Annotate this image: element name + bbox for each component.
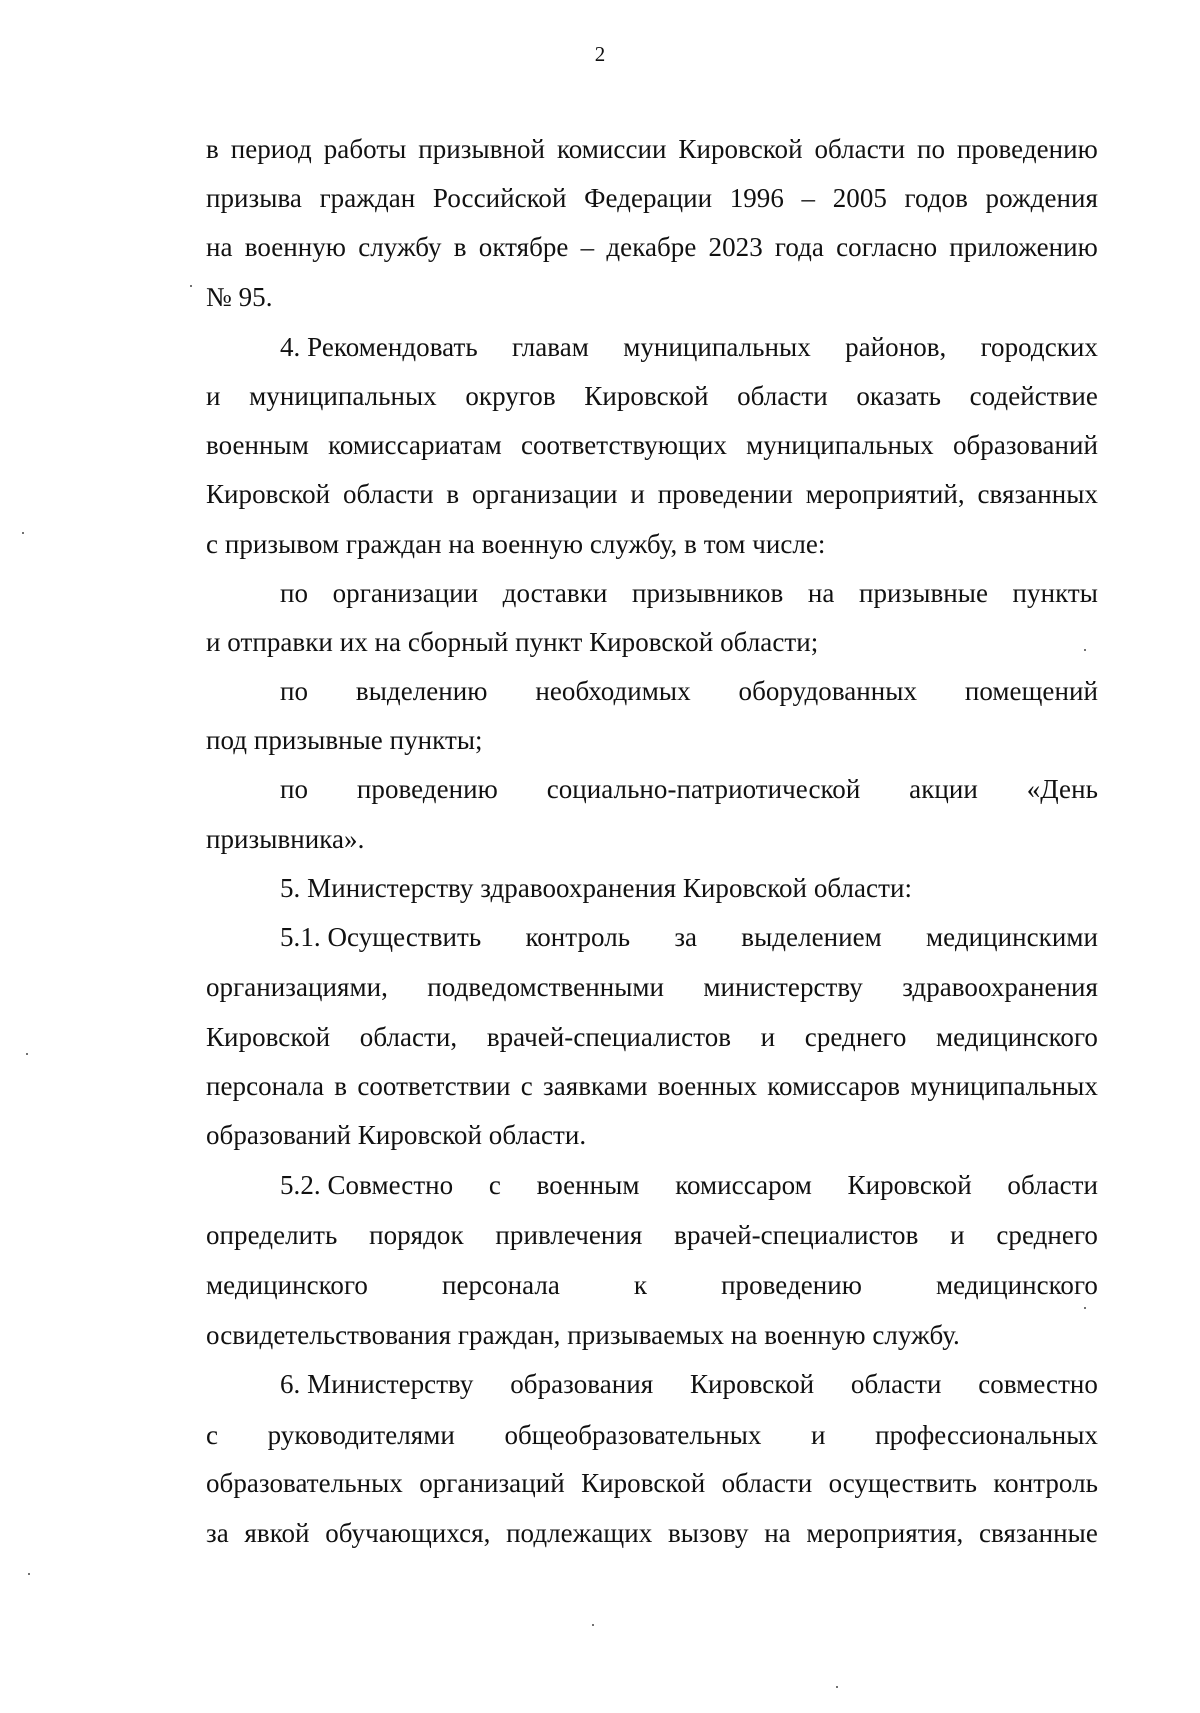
- word: и: [630, 479, 645, 509]
- word: совместно: [978, 1369, 1098, 1399]
- scan-speck: [26, 1053, 28, 1055]
- scan-speck: [190, 285, 192, 287]
- word: призывной: [418, 134, 546, 164]
- word: октябре: [478, 232, 569, 262]
- word: 5.2. Совместно: [280, 1170, 454, 1200]
- word: образований: [952, 430, 1098, 460]
- text-line: [206, 1466, 1098, 1500]
- word: в: [206, 134, 219, 164]
- word: социально-патриотической: [546, 774, 861, 804]
- word: 2005: [832, 183, 887, 213]
- word: проведении: [657, 479, 793, 509]
- word: по: [280, 676, 309, 706]
- word: рождения: [985, 183, 1098, 213]
- word: с: [206, 1420, 219, 1450]
- word: и: [760, 1022, 776, 1052]
- scan-speck: [22, 532, 24, 534]
- word: на: [206, 232, 233, 262]
- word: связанные: [978, 1518, 1098, 1548]
- word: организациями,: [206, 972, 388, 1002]
- word: военных: [657, 1071, 758, 1101]
- word: персонала: [206, 1071, 324, 1101]
- word: призывников: [631, 578, 784, 608]
- word: военным: [536, 1170, 640, 1200]
- word: врачей-специалистов: [674, 1220, 919, 1250]
- word: призыва: [206, 183, 302, 213]
- word: военным: [206, 430, 309, 460]
- word: образовательных: [206, 1468, 403, 1498]
- text-line: под призывные пункты;: [206, 725, 483, 755]
- word: Кировской: [584, 381, 709, 411]
- word: мероприятий,: [805, 479, 965, 509]
- text-line: [206, 379, 1098, 413]
- word: Федерации: [584, 183, 713, 213]
- word: период: [230, 134, 312, 164]
- word: приложению: [949, 232, 1098, 262]
- word: комиссаром: [675, 1170, 812, 1200]
- word: области: [737, 381, 828, 411]
- word: «День: [1026, 774, 1098, 804]
- word: области: [850, 1369, 942, 1399]
- word: подлежащих: [506, 1518, 653, 1548]
- word: выделению: [355, 676, 488, 706]
- word: необходимых: [535, 676, 691, 706]
- word: 5.1. Осуществить: [280, 922, 482, 952]
- word: пункты: [1012, 578, 1098, 608]
- word: области: [1007, 1170, 1098, 1200]
- text-line: [206, 181, 1098, 215]
- word: округов: [465, 381, 556, 411]
- word: медицинского: [935, 1022, 1098, 1052]
- text-line: [280, 772, 1098, 806]
- word: области: [343, 479, 434, 509]
- text-line: и отправки их на сборный пункт Кировской области;: [206, 627, 819, 657]
- word: и: [950, 1220, 965, 1250]
- word: муниципальных: [623, 332, 811, 362]
- word: службу: [358, 232, 442, 262]
- text-line: [206, 1268, 1098, 1302]
- word: медицинскими: [926, 922, 1098, 952]
- word: Российской: [432, 183, 567, 213]
- scan-speck: [592, 1624, 594, 1626]
- word: в: [446, 479, 460, 509]
- word: с: [488, 1170, 501, 1200]
- text-line: с призывом граждан на военную службу, в том числе:: [206, 529, 826, 559]
- scan-speck: [28, 1573, 30, 1575]
- word: муниципальных: [249, 381, 437, 411]
- word: образования: [510, 1369, 654, 1399]
- word: –: [801, 183, 816, 213]
- word: за: [206, 1518, 229, 1548]
- word: граждан: [319, 183, 416, 213]
- word: явкой: [244, 1518, 310, 1548]
- text-line: [280, 1367, 1098, 1401]
- word: Кировской: [689, 1369, 815, 1399]
- word: соответствии: [357, 1071, 511, 1101]
- text-line: [280, 920, 1098, 954]
- word: 6. Министерству: [280, 1369, 474, 1399]
- text-line: [206, 477, 1098, 511]
- word: доставки: [502, 578, 608, 608]
- word: декабре: [606, 232, 697, 262]
- word: оборудованных: [738, 676, 918, 706]
- word: области: [814, 134, 906, 164]
- word: соответствующих: [520, 430, 727, 460]
- word: Кировской: [206, 1022, 331, 1052]
- word: 1996: [729, 183, 784, 213]
- word: районов,: [845, 332, 947, 362]
- word: по: [280, 774, 309, 804]
- word: городских: [980, 332, 1098, 362]
- word: организации: [332, 578, 479, 608]
- text-line: [206, 428, 1098, 462]
- word: профессиональных: [875, 1420, 1098, 1450]
- word: в: [334, 1071, 348, 1101]
- word: здравоохранения: [902, 972, 1098, 1002]
- scan-speck: [1084, 1307, 1086, 1309]
- word: муниципальных: [746, 430, 934, 460]
- word: медицинского: [936, 1270, 1098, 1300]
- word: работы: [323, 134, 407, 164]
- word: комиссариатам: [328, 430, 502, 460]
- word: осуществить: [828, 1468, 977, 1498]
- word: на: [807, 578, 835, 608]
- word: проведению: [721, 1270, 863, 1300]
- word: врачей-специалистов: [486, 1022, 732, 1052]
- word: области,: [359, 1022, 458, 1052]
- word: акции: [909, 774, 978, 804]
- word: проведению: [356, 774, 498, 804]
- word: в: [453, 232, 467, 262]
- word: Кировской: [581, 1468, 706, 1498]
- word: привлечения: [495, 1220, 643, 1250]
- word: среднего: [804, 1022, 907, 1052]
- word: к: [633, 1270, 648, 1300]
- word: на: [764, 1518, 791, 1548]
- word: военную: [244, 232, 347, 262]
- word: вызову: [667, 1518, 749, 1548]
- text-line: [280, 576, 1098, 610]
- text-line: [280, 330, 1098, 364]
- word: года: [774, 232, 824, 262]
- word: области: [721, 1468, 813, 1498]
- word: определить: [206, 1220, 338, 1250]
- word: и: [811, 1420, 826, 1450]
- word: подведомственными: [427, 972, 665, 1002]
- word: и: [206, 381, 221, 411]
- word: с: [520, 1071, 533, 1101]
- word: комиссаров: [767, 1071, 901, 1101]
- scan-speck: [836, 1686, 838, 1688]
- word: главам: [512, 332, 589, 362]
- text-line: [206, 1516, 1098, 1550]
- text-line: призывника».: [206, 824, 365, 854]
- word: среднего: [996, 1220, 1098, 1250]
- word: связанных: [977, 479, 1098, 509]
- word: годов: [904, 183, 968, 213]
- word: медицинского: [206, 1270, 368, 1300]
- text-line: освидетельствования граждан, призываемых на военную службу.: [206, 1320, 960, 1350]
- text-line: [206, 1069, 1098, 1103]
- word: Кировской: [847, 1170, 972, 1200]
- word: муниципальных: [910, 1071, 1098, 1101]
- word: проведению: [956, 134, 1098, 164]
- scan-speck: [1084, 649, 1086, 651]
- text-line: [206, 970, 1098, 1004]
- word: руководителями: [267, 1420, 455, 1450]
- word: согласно: [836, 232, 938, 262]
- word: организации: [472, 479, 618, 509]
- word: 2023: [708, 232, 763, 262]
- text-line: [206, 1418, 1098, 1452]
- word: выделением: [741, 922, 882, 952]
- page-number: 2: [594, 42, 606, 66]
- text-line: [206, 1020, 1098, 1054]
- word: по: [916, 134, 946, 164]
- word: общеобразовательных: [504, 1420, 762, 1450]
- word: оказать: [856, 381, 941, 411]
- word: содействие: [969, 381, 1098, 411]
- word: заявками: [543, 1071, 648, 1101]
- word: мероприятия,: [806, 1518, 964, 1548]
- word: Кировской: [206, 479, 331, 509]
- text-line: [280, 674, 1098, 708]
- word: помещений: [964, 676, 1098, 706]
- word: по: [280, 578, 309, 608]
- text-line: [206, 230, 1098, 264]
- word: персонала: [441, 1270, 560, 1300]
- word: призывные: [859, 578, 988, 608]
- text-line: [206, 132, 1098, 166]
- word: за: [674, 922, 698, 952]
- word: 4. Рекомендовать: [280, 332, 478, 362]
- text-line: № 95.: [206, 282, 273, 312]
- text-line: [280, 1168, 1098, 1202]
- word: порядок: [369, 1220, 464, 1250]
- text-line: 5. Министерству здравоохранения Кировской области:: [280, 873, 912, 903]
- word: Кировской: [678, 134, 803, 164]
- word: обучающихся,: [325, 1518, 491, 1548]
- text-line: [206, 1218, 1098, 1252]
- word: контроль: [525, 922, 631, 952]
- text-line: образований Кировской области.: [206, 1120, 587, 1150]
- word: –: [580, 232, 595, 262]
- word: комиссии: [556, 134, 667, 164]
- word: министерству: [703, 972, 863, 1002]
- word: контроль: [993, 1468, 1098, 1498]
- word: организаций: [419, 1468, 565, 1498]
